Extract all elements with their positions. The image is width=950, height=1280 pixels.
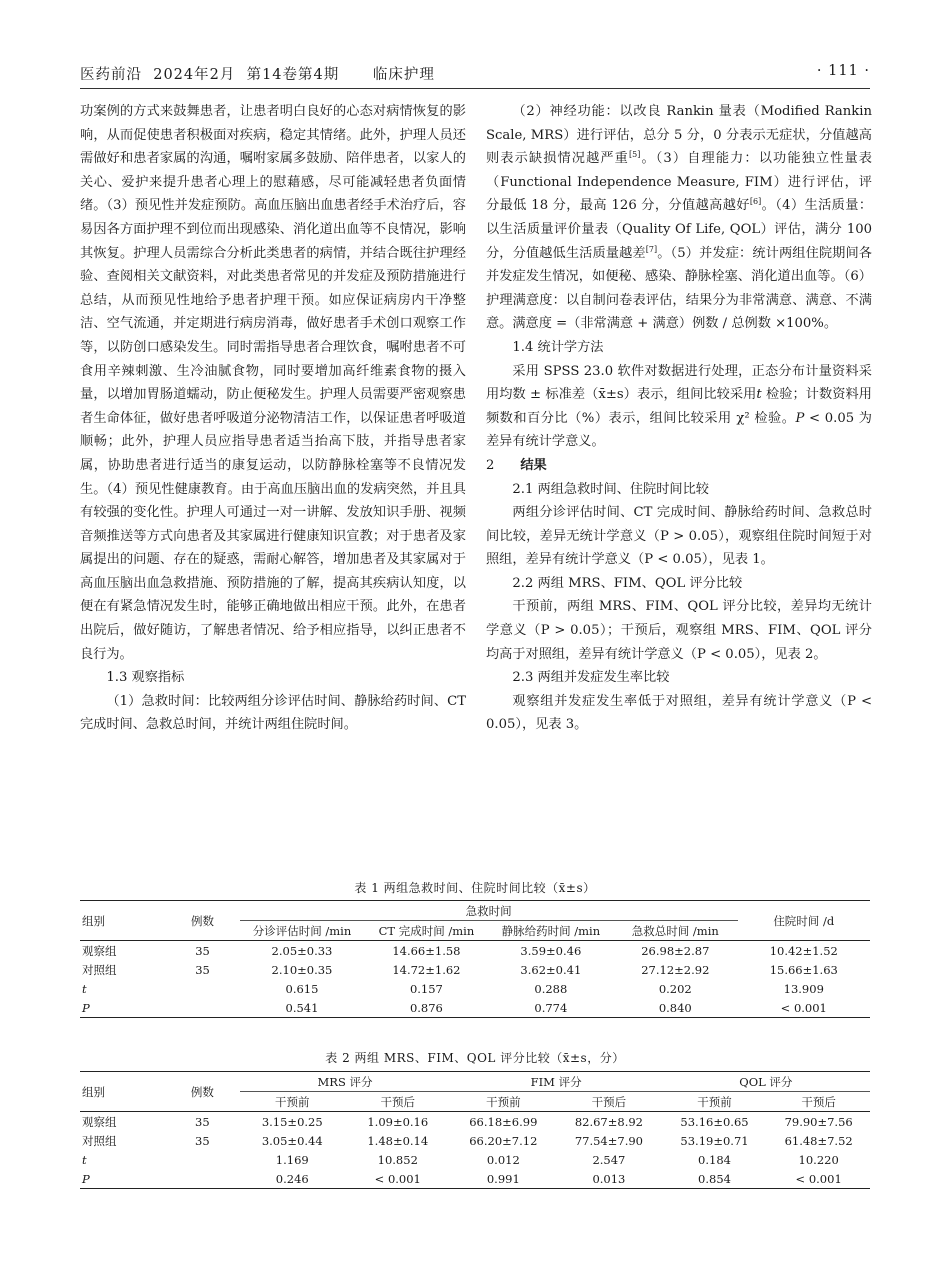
section-2-heading: 2 结果 bbox=[486, 457, 547, 473]
table-row: P 0.246 < 0.001 0.991 0.013 0.854 < 0.001 bbox=[80, 1169, 870, 1189]
right-paragraph-5: 观察组并发症发生率低于对照组，差异有统计学意义（P < 0.05），见表 3。 bbox=[486, 693, 872, 733]
right-paragraph-4: 干预前，两组 MRS、FIM、QOL 评分比较，差异均无统计学意义（P > 0.05）；干预后，观察组 MRS、FIM、QOL 评分均高于对照组，差异有统计学意义（P < 0.05），见表 2。 bbox=[486, 599, 872, 662]
journal-info: 医药前沿 2024年2月 第14卷第4期 临床护理 bbox=[80, 67, 435, 83]
t1-header-n: 例数 bbox=[165, 901, 239, 941]
table-row: 观察组 35 2.05±0.33 14.66±1.58 3.59±0.46 26.98±2.87 10.42±1.52 bbox=[80, 941, 870, 961]
table-row: P 0.541 0.876 0.774 0.840 < 0.001 bbox=[80, 998, 870, 1018]
section-1-3-heading: 1.3 观察指标 bbox=[106, 670, 185, 686]
t2-header-mrs: MRS 评分 bbox=[240, 1072, 451, 1092]
running-header bbox=[80, 63, 870, 85]
t2-header-qol: QOL 评分 bbox=[662, 1072, 870, 1092]
left-paragraph-1: 功案例的方式来鼓舞患者，让患者明白良好的心态对病情恢复的影响，从而促使患者积极面对疾病，稳定其情绪。此外，护理人员还需做好和患者家属的沟通，嘱咐家属多鼓励、陪伴患者，以家人的关心、爱护来提升患者心理上的慰藉感，尽可能减轻患者负面情绪。（3）预见性并发症预防。高血压脑出血患者经手术治疗后，容易因各方面护理不到位而出现感染、消化道出血等不良情况，影响其恢复。护理人员需综合分析此类患者的病情，并结合既往护理经验、查阅相关文献资料，对此类患者常见的并发症及预防措施进行总结，从而预见性地给予患者护理干预。如应保证病房内干净整洁、空气流通，并定期进行病房消毒，做好患者手术创口观察工作等，以防创口感染发生。同时需指导患者合理饮食，嘱咐患者不可食用辛辣刺激、生冷油腻食物，同时要增加高纤维素食物的摄入量，以增加胃肠道蠕动，防止便秘发生。护理人员需要严密观察患者生命体征，做好患者呼吸道分泌物清洁工作，以保证患者呼吸道顺畅；此外，护理人员应指导患者适当抬高下肢，并指导患者家属，协助患者进行适当的康复运动，以防静脉栓塞等不良情况发生。（4）预见性健康教育。由于高血压脑出血的发病突然，并且具有较强的变化性。护理人可通过一对一讲解、发放知识手册、视频音频推送等方式向患者及其家属进行健康知识宣教；对于患者及家属提出的问题、存在的疑惑，需耐心解答，增加患者及其家属对于高血压脑出血急救措施、预防措施的了解，提高其疾病认知度，以便在有紧急情况发生时，能够正确地做出相应干预。此外，在患者出院后，做好随访，了解患者情况、给予相应指导，以纠正患者不良行为。 bbox=[80, 104, 466, 662]
right-column bbox=[486, 100, 872, 737]
right-paragraph-1: （2）神经功能：以改良 Rankin 量表（Modified Rankin Scale, MRS）进行评估，总分 5 分，0 分表示无症状，分值越高则表示缺损情况越严重[5]。（3）自理能力：以功能独立性量表（Functional Independence Measure, FIM）进行评估，评分最低 18 分，最高 126 分，分值越高越好[6]。（4）生活质量：以生活质量评价量表（Quality Of Life, QOL）评估，满分 100 分，分值越低生活质量越差[7]。（5）并发症：统计两组住院期间各并发症发生情况，如便秘、感染、静脉栓塞、消化道出血等。（6）护理满意度：以自制问卷表评估，结果分为非常满意、满意、不满意。满意度 =（非常满意 + 满意）例数 / 总例数 ×100%。 bbox=[486, 104, 873, 332]
page-number: · 111 · bbox=[816, 63, 870, 79]
left-paragraph-2: （1）急救时间：比较两组分诊评估时间、静脉给药时间、CT 完成时间、急救总时间，并统计两组住院时间。 bbox=[80, 693, 466, 733]
table-2 bbox=[80, 1071, 870, 1189]
table-1-caption: 表 1 两组急救时间、住院时间比较（x̄±s） bbox=[354, 881, 596, 895]
t2-sub-pre: 干预前 bbox=[275, 1094, 310, 1109]
t2-sub-post: 干预后 bbox=[380, 1094, 416, 1109]
section-2-2-heading: 2.2 两组 MRS、FIM、QOL 评分比较 bbox=[512, 575, 743, 591]
section-1-4-heading: 1.4 统计学方法 bbox=[512, 339, 604, 355]
ref-7: [7] bbox=[645, 244, 658, 254]
t1-sub-header: 静脉给药时间 /min bbox=[501, 923, 601, 938]
t1-sub-header: CT 完成时间 /min bbox=[378, 923, 475, 938]
t2-header-fim: FIM 评分 bbox=[451, 1072, 662, 1092]
section-2-3-heading: 2.3 两组并发症发生率比较 bbox=[512, 670, 670, 686]
ref-5: [5] bbox=[628, 150, 641, 160]
table-row: t 0.615 0.157 0.288 0.202 13.909 bbox=[82, 981, 824, 996]
table-row: 对照组 35 3.05±0.44 1.48±0.14 66.20±7.12 77.54±7.90 53.19±0.71 61.48±7.52 bbox=[82, 1133, 853, 1148]
t1-header-group: 组别 bbox=[80, 901, 165, 941]
t2-header-group: 组别 bbox=[80, 1072, 165, 1112]
table-2-caption: 表 2 两组 MRS、FIM、QOL 评分比较（x̄±s，分） bbox=[325, 1051, 625, 1065]
left-column bbox=[80, 100, 466, 737]
ref-6: [6] bbox=[749, 197, 762, 207]
t2-sub-post: 干预后 bbox=[591, 1094, 627, 1109]
t1-sub-header: 急救总时间 /min bbox=[631, 923, 719, 938]
table-row: 观察组 35 3.15±0.25 1.09±0.16 66.18±6.99 82.67±8.92 53.16±0.65 79.90±7.56 bbox=[80, 1112, 870, 1132]
t1-header-emergency: 急救时间 bbox=[240, 901, 738, 921]
t1-sub-header: 分诊评估时间 /min bbox=[252, 923, 352, 938]
header-rule bbox=[80, 88, 870, 89]
t1-header-hospital: 住院时间 /d bbox=[738, 901, 870, 941]
t2-header-n: 例数 bbox=[165, 1072, 239, 1112]
right-paragraph-3: 两组分诊评估时间、CT 完成时间、静脉给药时间、急救总时间比较，差异无统计学意义（P > 0.05），观察组住院时间短于对照组，差异有统计学意义（P < 0.05），见表 1。 bbox=[486, 505, 872, 568]
table-row: t 1.169 10.852 0.012 2.547 0.184 10.220 bbox=[82, 1152, 839, 1167]
table-1 bbox=[80, 900, 870, 1018]
section-2-1-heading: 2.1 两组急救时间、住院时间比较 bbox=[512, 481, 709, 497]
right-paragraph-2: 采用 SPSS 23.0 软件对数据进行处理，正态分布计量资料采用均数 ± 标准差（x̄±s）表示，组间比较采用t 检验；计数资料用频数和百分比（%）表示，组间比较采用 χ² 检验。P < 0.05 为差异有统计学意义。 bbox=[486, 363, 872, 450]
table-row: 对照组 35 2.10±0.35 14.72±1.62 3.62±0.41 27.12±2.92 15.66±1.63 bbox=[82, 962, 838, 977]
t2-sub-pre: 干预前 bbox=[486, 1094, 521, 1109]
t2-sub-pre: 干预前 bbox=[697, 1094, 732, 1109]
t2-sub-post: 干预后 bbox=[801, 1094, 836, 1109]
